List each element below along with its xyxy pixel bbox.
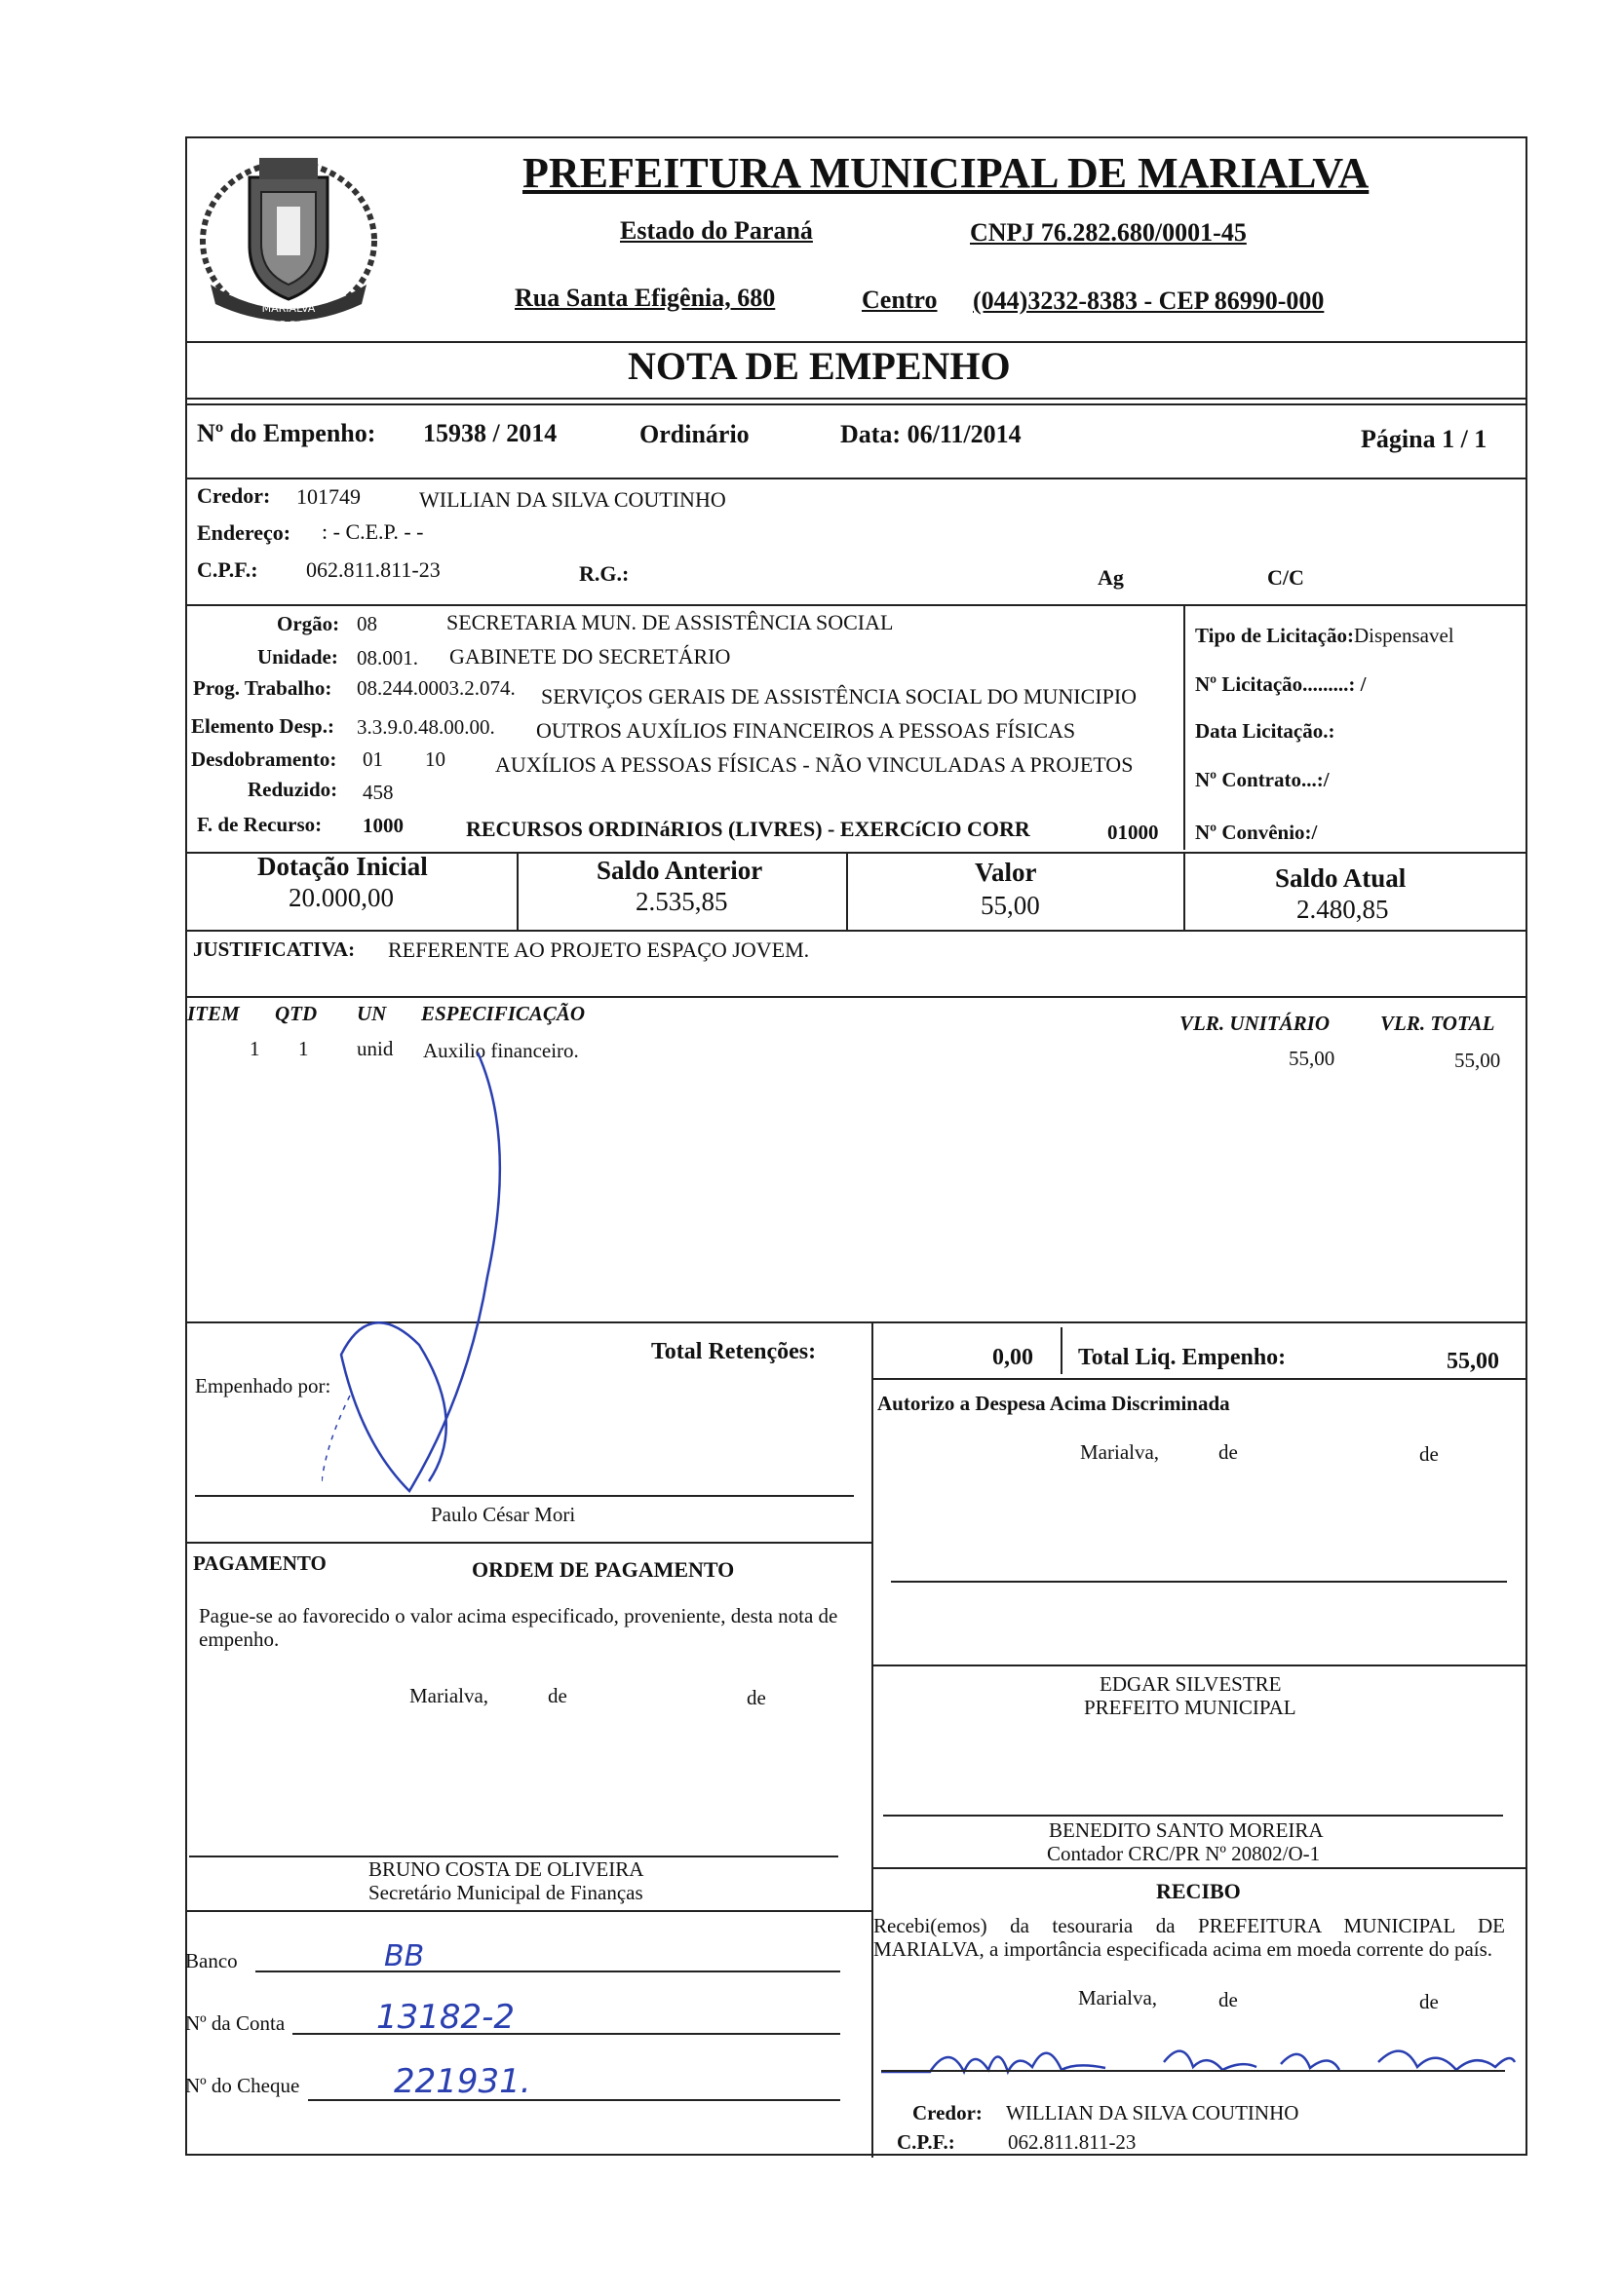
desdobramento-name: AUXÍLIOS A PESSOAS FÍSICAS - NÃO VINCULADAS A PROJETOS	[495, 752, 1134, 777]
cpf-value: 062.811.811-23	[306, 557, 441, 582]
liquido-value: 55,00	[1447, 1349, 1499, 1374]
recibo-place: Marialva,	[1078, 1986, 1158, 2009]
orgao-code: 08	[357, 612, 377, 635]
recurso-label: F. de Recurso:	[197, 813, 323, 836]
recibo-credor-label: Credor:	[912, 2101, 983, 2124]
item-unit: unid	[357, 1037, 394, 1060]
reduzido-label: Reduzido:	[248, 778, 338, 801]
item-number: 1	[250, 1037, 260, 1060]
recurso-code-2: 01000	[1107, 821, 1159, 844]
divider	[185, 478, 1527, 479]
elemento-name: OUTROS AUXÍLIOS FINANCEIROS A PESSOAS FÍSICAS	[536, 718, 1076, 743]
secretario-name: BRUNO COSTA DE OLIVEIRA	[368, 1857, 644, 1881]
recibo-signature-icon	[871, 2033, 1525, 2091]
page-number: Página 1 / 1	[1361, 425, 1487, 453]
municipal-coat-of-arms	[191, 138, 386, 333]
valor-value: 55,00	[981, 891, 1040, 920]
credor-name: WILLIAN DA SILVA COUTINHO	[419, 487, 726, 512]
licitacao-type	[1195, 624, 1454, 648]
account-number-line	[292, 2033, 840, 2035]
justificativa-label: JUSTIFICATIVA:	[193, 938, 356, 961]
cheque-number-label: Nº do Cheque	[185, 2074, 300, 2097]
licitacao-type-label: Tipo de Licitação:	[1195, 624, 1354, 647]
item-qtd: 1	[298, 1037, 309, 1060]
autorizo-de-1: de	[1218, 1440, 1238, 1464]
prog-name: SERVIÇOS GERAIS DE ASSISTÊNCIA SOCIAL DO MUNICIPIO	[541, 684, 1138, 708]
recibo-de-1: de	[1218, 1988, 1238, 2011]
document-title: NOTA DE EMPENHO	[628, 344, 1011, 388]
agency-label: Ag	[1098, 565, 1124, 590]
recibo-title: RECIBO	[1156, 1879, 1241, 1903]
divider	[517, 852, 519, 930]
divider	[185, 398, 1527, 400]
bank-line	[255, 1971, 840, 1972]
divider	[185, 1910, 871, 1912]
pagamento-text: Pague-se ao favorecido o valor acima especificado, proveniente, desta nota de empenho.	[199, 1604, 838, 1651]
autorizo-place: Marialva,	[1080, 1440, 1160, 1464]
item-spec: Auxilio financeiro.	[423, 1039, 579, 1062]
saldo-atual-value: 2.480,85	[1296, 895, 1389, 924]
address-label: Endereço:	[197, 520, 291, 545]
credor-code: 101749	[296, 484, 361, 509]
empenhado-name: Paulo César Mori	[431, 1503, 576, 1526]
divider	[185, 930, 1527, 932]
empenho-date: Data: 06/11/2014	[840, 420, 1022, 448]
empenho-number-label: Nº do Empenho:	[197, 419, 376, 447]
items-header-item: ITEM	[187, 1002, 240, 1025]
coat-of-arms-icon	[191, 138, 386, 333]
prog-label: Prog. Trabalho:	[193, 676, 332, 700]
recibo-cpf-value: 062.811.811-23	[1008, 2130, 1137, 2154]
licitacao-date: Data Licitação.:	[1195, 719, 1335, 743]
licitacao-number: Nº Licitação.........: /	[1195, 672, 1367, 696]
signature-line	[883, 1815, 1503, 1817]
contract-number: Nº Contrato...:/	[1195, 768, 1330, 791]
cpf-label: C.P.F.:	[197, 557, 258, 582]
recurso-name: RECURSOS ORDINáRIOS (LIVRES) - EXERCíCIO CORR	[466, 817, 1030, 841]
recibo-credor-name: WILLIAN DA SILVA COUTINHO	[1006, 2101, 1299, 2124]
prefeito-title: PREFEITO MUNICIPAL	[1084, 1696, 1296, 1719]
credor-label: Credor:	[197, 483, 271, 508]
pagamento-place: Marialva,	[409, 1684, 489, 1707]
retencoes-label: Total Retenções:	[651, 1339, 817, 1364]
contador-title: Contador CRC/PR Nº 20802/O-1	[1047, 1842, 1321, 1865]
empenho-type: Ordinário	[639, 420, 750, 448]
recibo-de-2: de	[1419, 1990, 1439, 2013]
account-label: C/C	[1267, 565, 1304, 590]
street-address: Rua Santa Efigênia, 680	[515, 284, 776, 312]
desdobramento-code-2: 10	[425, 747, 445, 771]
divider	[871, 1665, 1527, 1666]
reduzido-value: 458	[363, 781, 394, 804]
divider	[185, 604, 1527, 606]
liquido-label: Total Liq. Empenho:	[1078, 1345, 1287, 1370]
items-header-unit-value: VLR. UNITÁRIO	[1179, 1012, 1331, 1035]
unidade-label: Unidade:	[257, 645, 338, 669]
recurso-code: 1000	[363, 814, 404, 837]
unidade-name: GABINETE DO SECRETÁRIO	[449, 644, 731, 669]
empenhado-label: Empenhado por:	[195, 1374, 331, 1397]
orgao-label: Orgão:	[277, 612, 340, 635]
divider	[185, 996, 1527, 998]
divider	[1183, 852, 1185, 930]
neighborhood: Centro	[862, 286, 938, 314]
rg-label: R.G.:	[579, 561, 630, 586]
desdobramento-label: Desdobramento:	[191, 747, 337, 771]
dotacao-label: Dotação Inicial	[257, 852, 428, 881]
autorizo-de-2: de	[1419, 1442, 1439, 1466]
items-header-total-value: VLR. TOTAL	[1380, 1012, 1495, 1035]
item-total-value: 55,00	[1454, 1049, 1501, 1072]
saldo-atual-label: Saldo Atual	[1275, 863, 1407, 893]
contador-name: BENEDITO SANTO MOREIRA	[1049, 1818, 1324, 1842]
account-number-value: 13182-2	[376, 1998, 516, 2037]
items-header-un: UN	[357, 1002, 387, 1025]
valor-label: Valor	[975, 858, 1037, 887]
svg-text:MARIALVA: MARIALVA	[261, 302, 316, 315]
address-value: : - C.E.P. - -	[322, 519, 424, 544]
signature-scribble-icon	[322, 1023, 653, 1511]
divider	[1183, 604, 1185, 850]
phone-and-cep: (044)3232-8383 - CEP 86990-000	[973, 287, 1325, 315]
account-number-label: Nº da Conta	[185, 2011, 286, 2035]
recibo-cpf-label: C.P.F.:	[897, 2130, 955, 2154]
autorizo-label: Autorizo a Despesa Acima Discriminada	[877, 1392, 1230, 1415]
retencoes-value: 0,00	[992, 1345, 1033, 1370]
prefeito-name: EDGAR SILVESTRE	[1100, 1672, 1282, 1696]
divider	[185, 1542, 871, 1544]
state-name: Estado do Paraná	[620, 216, 813, 245]
saldo-anterior-value: 2.535,85	[636, 887, 728, 916]
desdobramento-code-1: 01	[363, 747, 383, 771]
saldo-anterior-label: Saldo Anterior	[597, 856, 763, 885]
pagamento-de-1: de	[548, 1684, 567, 1707]
cnpj: CNPJ 76.282.680/0001-45	[970, 218, 1247, 247]
divider	[1061, 1327, 1062, 1374]
divider	[871, 1867, 1527, 1869]
empenho-number: 15938 / 2014	[423, 419, 558, 447]
elemento-label: Elemento Desp.:	[191, 714, 334, 738]
secretario-title: Secretário Municipal de Finanças	[368, 1881, 643, 1904]
pagamento-de-2: de	[747, 1686, 766, 1709]
cheque-number-value: 221931.	[394, 2062, 531, 2101]
signature-line	[891, 1581, 1507, 1583]
divider	[185, 403, 1527, 405]
bank-label: Banco	[185, 1949, 238, 1972]
bank-value: BB	[384, 1939, 425, 1973]
justificativa-text: REFERENTE AO PROJETO ESPAÇO JOVEM.	[388, 938, 810, 962]
dotacao-value: 20.000,00	[289, 883, 394, 912]
licitacao-type-value: Dispensavel	[1353, 624, 1454, 647]
item-unit-value: 55,00	[1289, 1047, 1335, 1070]
recibo-text: Recebi(emos) da tesouraria da PREFEITURA MUNICIPAL DE MARIALVA, a importância especificada acima em moeda corrente do país.	[873, 1914, 1505, 1961]
convenio-number: Nº Convênio:/	[1195, 821, 1318, 844]
orgao-name: SECRETARIA MUN. DE ASSISTÊNCIA SOCIAL	[446, 610, 894, 634]
elemento-code: 3.3.9.0.48.00.00.	[357, 715, 495, 739]
prog-code: 08.244.0003.2.074.	[357, 676, 516, 700]
divider	[871, 1378, 1527, 1380]
pagamento-label: PAGAMENTO	[193, 1551, 327, 1575]
ordem-pagamento-label: ORDEM DE PAGAMENTO	[472, 1557, 735, 1582]
divider	[846, 852, 848, 930]
unidade-code: 08.001.	[357, 646, 418, 670]
signature-line	[881, 2070, 1505, 2072]
items-header-qtd: QTD	[275, 1002, 318, 1025]
items-header-spec: ESPECIFICAÇÃO	[421, 1002, 586, 1025]
municipality-title: PREFEITURA MUNICIPAL DE MARIALVA	[522, 149, 1370, 197]
cheque-number-line	[308, 2099, 840, 2101]
